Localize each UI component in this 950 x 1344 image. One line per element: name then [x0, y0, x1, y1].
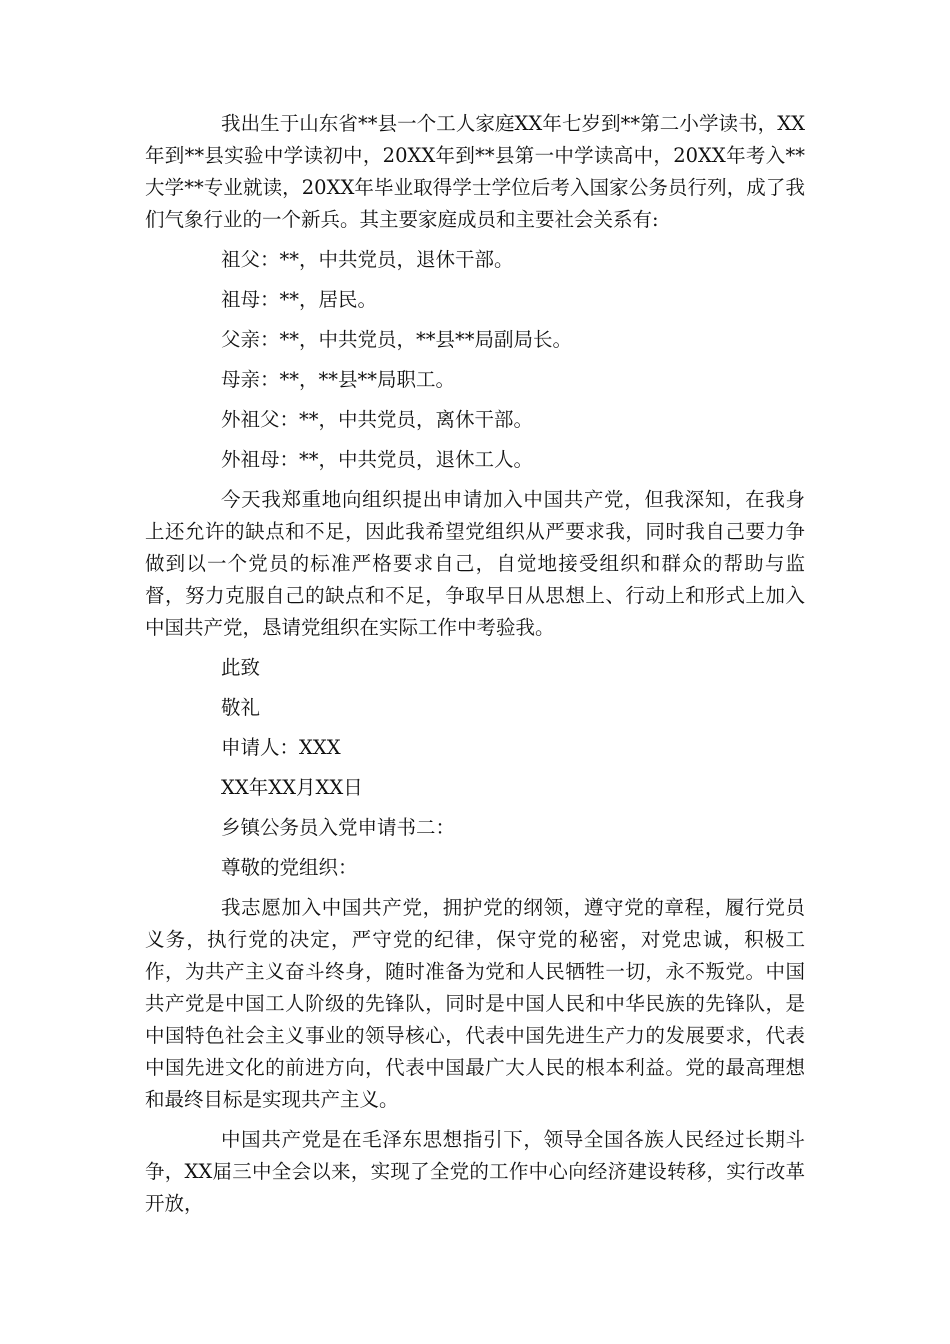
closing-regards: 敬礼 — [221, 696, 261, 719]
family-member-mother: 母亲：**，**县**局职工。 — [221, 368, 456, 391]
closing-salute: 此致 — [221, 656, 261, 679]
family-member-maternal-grandmother: 外祖母：**，中共党员，退休工人。 — [221, 448, 534, 471]
paragraph-pledge: 我志愿加入中国共产党，拥护党的纲领，遵守党的章程，履行党员义务，执行党的决定，严守党的纪律，保守党的秘密，对党忠诚，积极工作，为共产主义奋斗终身，随时准备为党和人民牺牲一切，永不叛党。中国共产党是中国工人阶级的先锋队，同时是中国人民和中华民族的先锋队，是中国特色社会主义事业的领导核心，代表中国先进生产力的发展要求，代表中国先进文化的前进方向，代表中国最广大人民的根本利益。党的最高理想和最终目标是实现共产主义。 — [145, 896, 805, 1111]
paragraph-history: 中国共产党是在毛泽东思想指引下，领导全国各族人民经过长期斗争，XX届三中全会以来，实现了全党的工作中心向经济建设转移，实行改革开放， — [145, 1128, 805, 1215]
document-body — [145, 108, 805, 1220]
application-date: XX年XX月XX日 — [221, 776, 363, 799]
applicant-signature: 申请人：XXX — [221, 736, 341, 759]
paragraph-application: 今天我郑重地向组织提出申请加入中国共产党，但我深知，在我身上还允许的缺点和不足，因此我希望党组织从严要求我，同时我自己要力争做到以一个党员的标准严格要求自己，自觉地接受组织和群众的帮助与监督，努力克服自己的缺点和不足，争取早日从思想上、行动上和形式上加入中国共产党，恳请党组织在实际工作中考验我。 — [145, 488, 805, 639]
family-member-grandfather: 祖父：**，中共党员，退休干部。 — [221, 248, 514, 271]
paragraph-background: 我出生于山东省**县一个工人家庭XX年七岁到**第二小学读书，XX年到**县实验中学读初中，20XX年到**县第一中学读高中，20XX年考入**大学**专业就读，20XX年毕业取得学士学位后考入国家公务员行列，成了我们气象行业的一个新兵。其主要家庭成员和主要社会关系有: — [145, 112, 805, 231]
family-member-father: 父亲：**，中共党员，**县**局副局长。 — [221, 328, 573, 351]
section-title: 乡镇公务员入党申请书二： — [221, 816, 456, 839]
family-member-maternal-grandfather: 外祖父：**，中共党员，离休干部。 — [221, 408, 534, 431]
greeting: 尊敬的党组织： — [221, 856, 358, 879]
family-member-grandmother: 祖母：**，居民。 — [221, 288, 378, 311]
